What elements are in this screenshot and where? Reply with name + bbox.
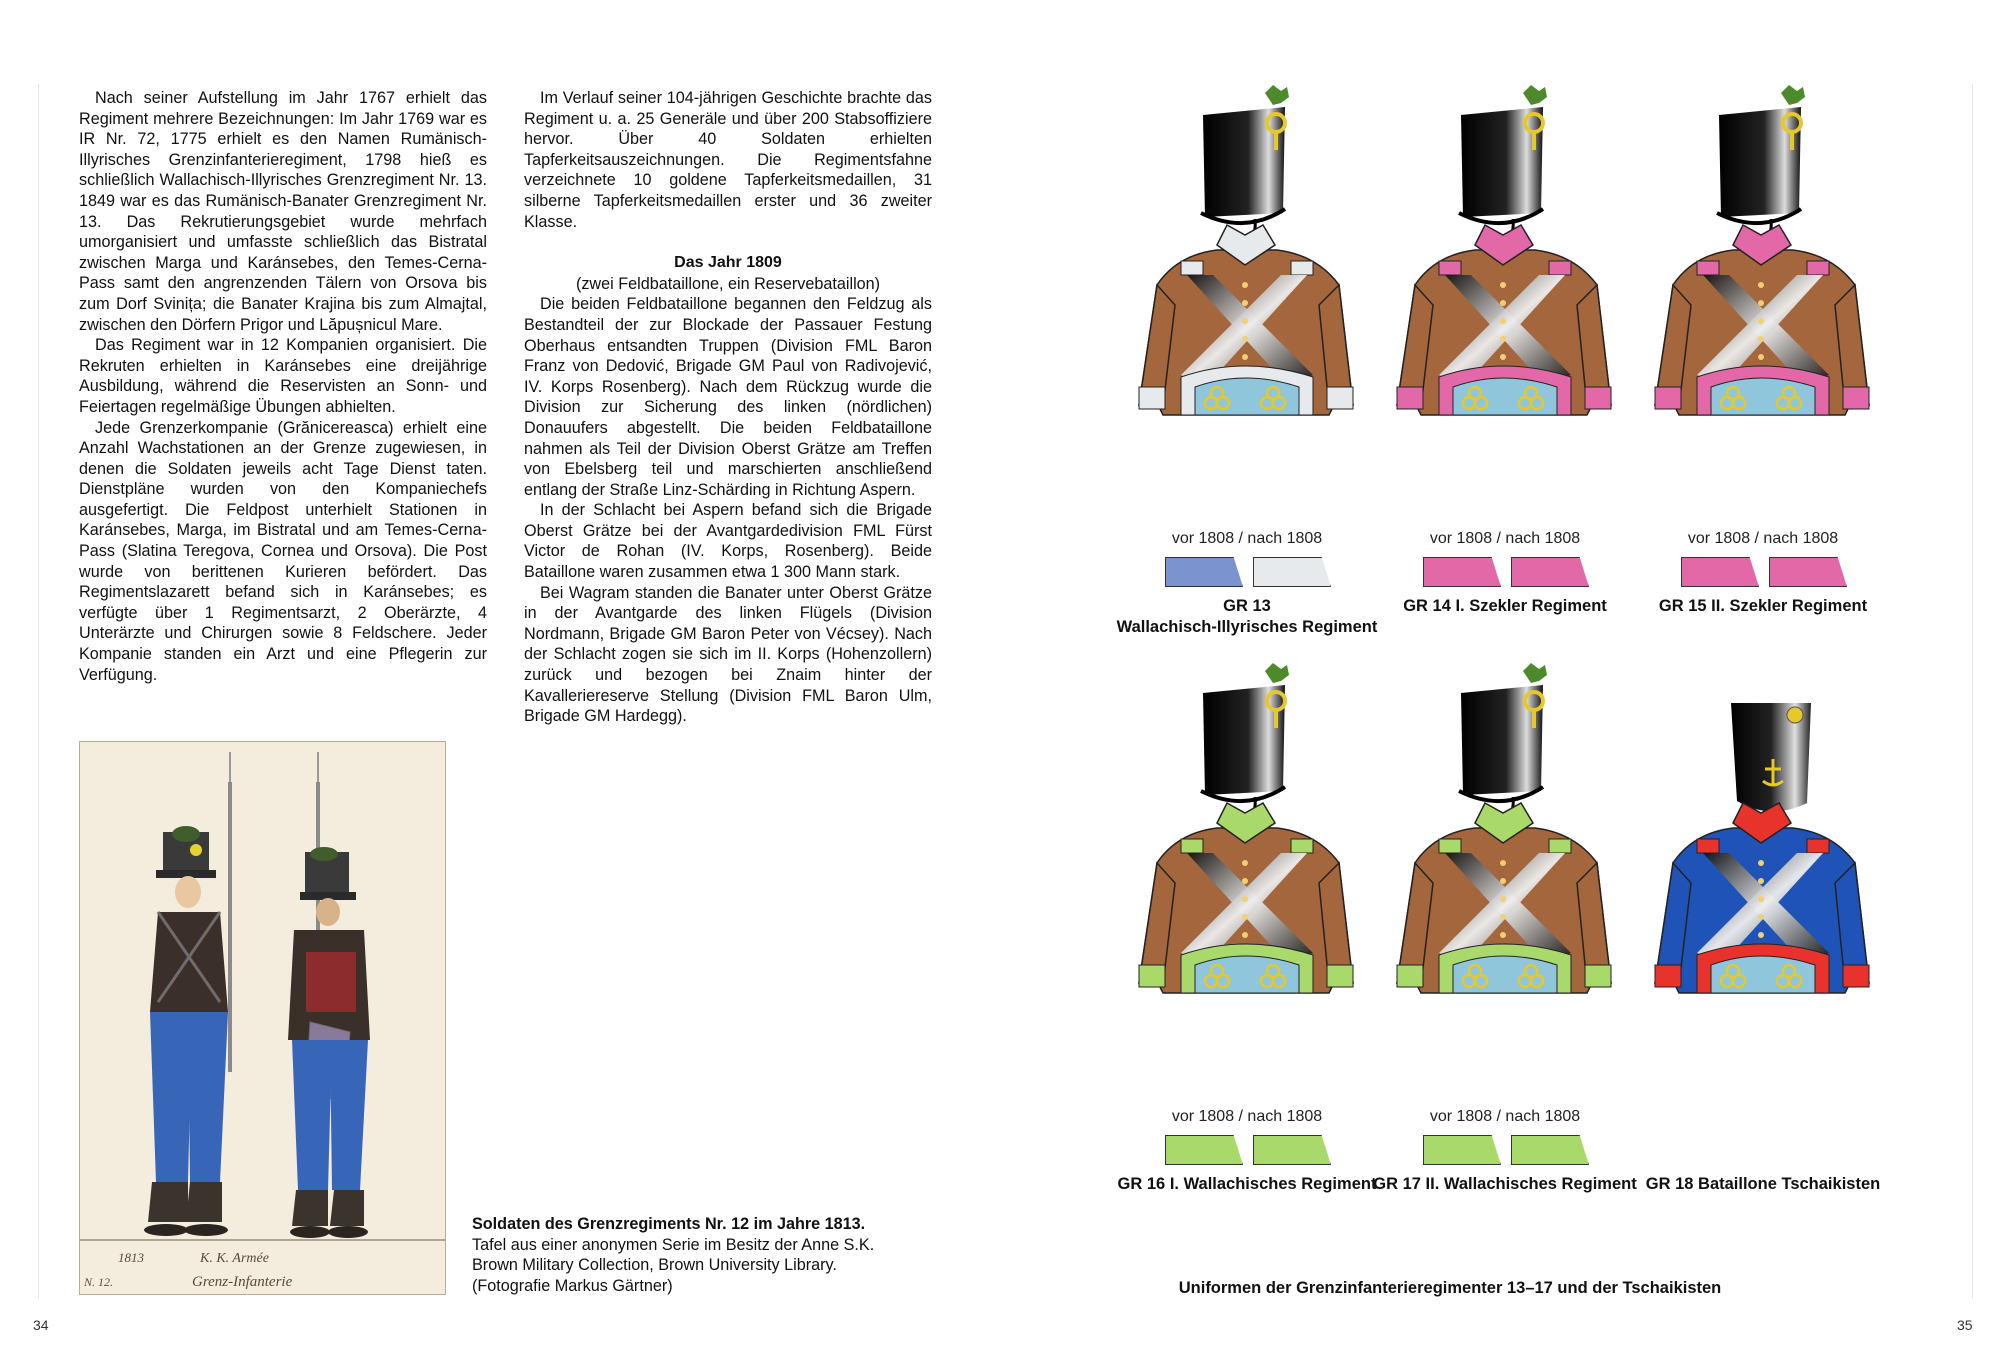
soldiers-painting (79, 741, 446, 1295)
uniform-plate (1375, 663, 1635, 1223)
paragraph: Bei Wagram standen die Banater unter Oberst Grätze in der Avantgarde des linken Flügels (Division Nordmann, Brigade GM Baron Peter von Vécsey). Nach der Schlacht zogen sie sich im II. Korps (Hohenzollern) zurück und bezogen bei Znaim hinter der Kavalleriereserve Stellung (Division FML Baron Ulm, Brigade GM Hardegg). (524, 583, 932, 726)
era-label: vor 1808 / nach 1808 (1171, 530, 1323, 547)
uniform-plate (1117, 663, 1377, 1223)
facing-swatch-after-1808 (1253, 1135, 1331, 1165)
facing-swatch-after-1808 (1769, 557, 1847, 587)
paragraph: Im Verlauf seiner 104-jährigen Geschichte brachte das Regiment u. a. 25 Generäle und über 200 Stabsoffiziere hervor. Über 40 Soldaten erhielten Tapferkeitsauszeichnungen. Die Regimentsfahne verzeichnete 10 goldene Tapferkeitsmedaillen, 31 silberne Tapferkeitsmedaillen erster und 36 zweiter Klasse. (524, 89, 932, 231)
uniform-figure (1633, 663, 1893, 1103)
facing-swatch-after-1808 (1511, 557, 1589, 587)
section-heading: Das Jahr 1809 (674, 254, 782, 272)
page-number-right: 35 (1957, 1317, 1973, 1333)
paragraph: Das Regiment war in 12 Kompanien organisiert. Die Rekruten erhielten in Karánsebes eine dreijährige Ausbildung, während die Reservisten an Sonn- und Feiertagen regelmäßige Übungen abhielten. (79, 336, 487, 416)
era-label: vor 1808 / nach 1808 (1429, 530, 1581, 547)
regiment-name: GR 13 (1223, 597, 1271, 615)
facing-swatch-after-1808 (1511, 1135, 1589, 1165)
inscription-year: 1813 (118, 1250, 144, 1265)
uniform-figure (1633, 85, 1893, 525)
uniform-figure (1375, 85, 1635, 525)
uniforms-caption: Uniformen der Grenzinfanterieregimenter 13–17 und der Tschaikisten (1178, 1279, 1722, 1297)
uniform-figure (1117, 85, 1377, 525)
caption-title: Soldaten des Grenzregiments Nr. 12 im Jahre 1813. (472, 1215, 866, 1233)
regiment-name: GR 18 Bataillone Tschaikisten (1645, 1175, 1881, 1193)
paragraph: Nach seiner Aufstellung im Jahr 1767 erhielt das Regiment mehrere Bezeichnungen: Im Jahr 1769 war es IR Nr. 72, 1775 erhielt es den Namen Rumänisch-Illyrisches Grenzinfanterieregiment, 1798 hieß es schließlich Wallachisch-Illyrisches Grenzregiment Nr. 13. 1849 war es das Rumänisch-Banater Grenzregiment Nr. 13. Das Rekrutierungsgebiet wurde mehrfach umorganisiert und umfasste schließlich das Bistratal zwischen Marga und Karánsebes, den Temes-Cerna-Pass samt den angrenzenden Tälern von Orsova bis zum Dorf Svinița; die Banater Krajina bis zum Almajtal, zwischen den Dörfern Prigor und Lăpușnicul Mare. (79, 89, 487, 334)
paragraph: In der Schlacht bei Aspern befand sich die Brigade Oberst Grätze bei der Avantgardedivision FML Fürst Victor de Rohan (IV. Korps, Rosenberg). Beide Bataillone waren zusammen etwa 1 300 Mann stark. (524, 501, 932, 582)
section-subheading: (zwei Feldbataillone, ein Reservebataillon) (575, 274, 881, 293)
paragraph: Die beiden Feldbataillone begannen den Feldzug als Bestandteil der zur Blockade der Passauer Festung Oberhaus entsandten Truppen (Division FML Baron Franz von Dedović, Brigade GM Paul von Radivojević, IV. Korps Rosenberg). Nach dem Rückzug wurde die Division zur Sicherung des linken (nördlichen) Donauufers abgestellt. Die beiden Feldbataillone nahmen als Teil der Division Oberst Grätze am Treffen von Ebelsberg teil und marschierten anschließend entlang der Straße Linz-Schärding in Richtung Aspern. (524, 295, 932, 499)
inscription-army: K. K. Armée (200, 1251, 269, 1266)
regiment-name: GR 15 II. Szekler Regiment (1658, 597, 1868, 615)
era-label: vor 1808 / nach 1808 (1171, 1108, 1323, 1125)
era-label: vor 1808 / nach 1808 (1429, 1108, 1581, 1125)
painting-caption (472, 1214, 912, 1296)
text-column-1 (79, 88, 487, 685)
caption-text: Tafel aus einer anonymen Serie im Besitz der Anne S.K. Brown Military Collection, Brown University Library. (Fotografie Markus Gärtner) (472, 1235, 875, 1295)
regiment-name: GR 16 I. Wallachisches Regiment (1117, 1175, 1377, 1193)
uniform-plate (1375, 85, 1635, 645)
uniform-plate (1633, 663, 1893, 1223)
facing-swatch-before-1808 (1423, 557, 1501, 587)
facing-swatch-before-1808 (1165, 1135, 1243, 1165)
text-column-2 (524, 88, 932, 727)
uniform-plate (1117, 85, 1377, 645)
uniform-plate (1633, 85, 1893, 645)
paragraph: Jede Grenzerkompanie (Grănicereasca) erhielt eine Anzahl Wachstationen an der Grenze zugewiesen, in denen die Soldaten jeweils acht Tage Dienst taten. Dienstpläne wurden von den Kompaniechefs ausgefertigt. Die Feldpost unterhielt Stationen in Karánsebes, Marga, im Bistratal und am Temes-Cerna-Pass (Slatina Teregova, Cornea und Orsova). Die Post wurde von berittenen Kurieren befördert. Das Regimentslazarett befand sich in Karánsebes; es verfügte über 1 Regimentsarzt, 2 Oberärzte, 4 Unterärzte und Chirurgen sowie 8 Feldschere. Jeder Kompanie standen ein Arzt und eine Pflegerin zur Verfügung. (79, 418, 487, 684)
page-number-left: 34 (33, 1317, 49, 1333)
regiment-name-line2: Wallachisch-Illyrisches Regiment (1116, 618, 1378, 636)
regiment-name: GR 14 I. Szekler Regiment (1403, 597, 1607, 615)
facing-swatch-before-1808 (1423, 1135, 1501, 1165)
soldiers-illustration (80, 742, 446, 1295)
regiment-name: GR 17 II. Wallachisches Regiment (1373, 1175, 1637, 1193)
facing-swatch-before-1808 (1165, 557, 1243, 587)
inscription-grenz: Grenz-Infanterie (192, 1274, 293, 1290)
era-label: vor 1808 / nach 1808 (1687, 530, 1839, 547)
uniform-figure (1117, 663, 1377, 1103)
inscription-number: N. 12. (84, 1275, 114, 1289)
uniform-figure (1375, 663, 1635, 1103)
facing-swatch-before-1808 (1681, 557, 1759, 587)
facing-swatch-after-1808 (1253, 557, 1331, 587)
